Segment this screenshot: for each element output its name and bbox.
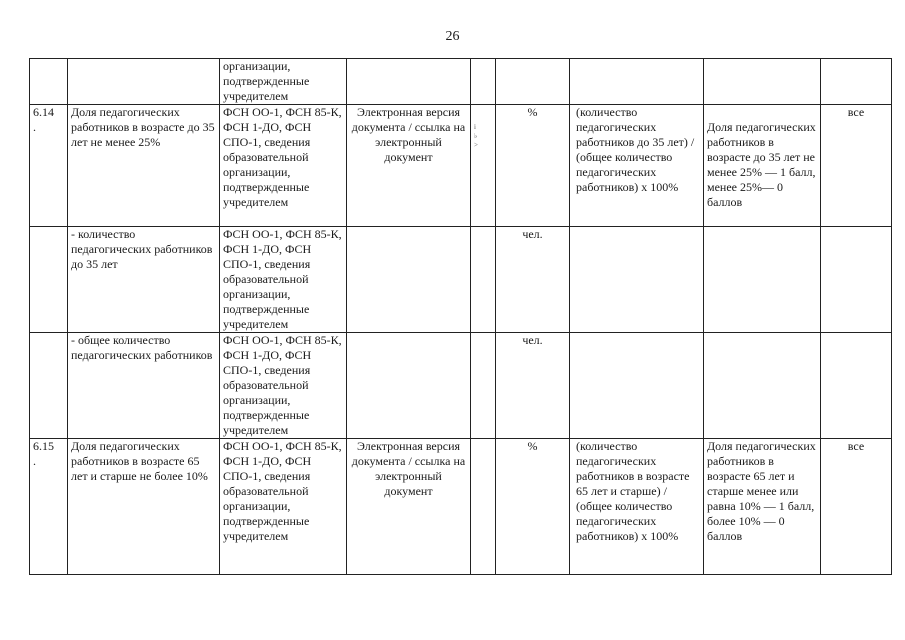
- criteria-table: [29, 58, 892, 575]
- indicator-cell: - общее количество педагогических работников: [68, 333, 220, 439]
- table-row: [30, 227, 892, 333]
- formula-cell: [570, 227, 704, 333]
- table-row: [30, 333, 892, 439]
- mark-cell: [471, 333, 496, 439]
- formula-cell: [570, 333, 704, 439]
- row-number: 6.15 .: [30, 439, 68, 575]
- indicator-cell: - количество педагогических работников до 35 лет: [68, 227, 220, 333]
- mark-cell: [471, 59, 496, 105]
- row-number: 6.14 .: [30, 105, 68, 227]
- source-cell: ФСН ОО-1, ФСН 85-К, ФСН 1-ДО, ФСН СПО-1, сведения образовательной организации, подтвержденные учредителем: [220, 333, 347, 439]
- unit-cell: чел.: [496, 333, 570, 439]
- scope-cell: [821, 333, 892, 439]
- scope-cell: [821, 59, 892, 105]
- source-cell: ФСН ОО-1, ФСН 85-К, ФСН 1-ДО, ФСН СПО-1, сведения образовательной организации, подтвержденные учредителем: [220, 227, 347, 333]
- row-number: [30, 333, 68, 439]
- form-cell: [347, 333, 471, 439]
- formula-cell: (количество педагогических работников до 35 лет) / (общее количество педагогических работников) х 100%: [570, 105, 704, 227]
- unit-cell: %: [496, 105, 570, 227]
- scoring-cell: [704, 105, 821, 227]
- mark-cell: [471, 439, 496, 575]
- unit-cell: чел.: [496, 227, 570, 333]
- unit-cell: [496, 59, 570, 105]
- formula-cell: [570, 59, 704, 105]
- indicator-cell: Доля педагогических работников в возрасте до 35 лет не менее 25%: [68, 105, 220, 227]
- source-cell: ФСН ОО-1, ФСН 85-К, ФСН 1-ДО, ФСН СПО-1, сведения образовательной организации, подтвержденные учредителем: [220, 105, 347, 227]
- formula-cell: (количество педагогических работников в возрасте 65 лет и старше) / (общее количество педагогических работников) х 100%: [570, 439, 704, 575]
- indicator-cell: Доля педагогических работников в возрасте 65 лет и старше не более 10%: [68, 439, 220, 575]
- source-cell: организации, подтвержденные учредителем: [220, 59, 347, 105]
- form-cell: [347, 227, 471, 333]
- source-cell: ФСН ОО-1, ФСН 85-К, ФСН 1-ДО, ФСН СПО-1, сведения образовательной организации, подтвержденные учредителем: [220, 439, 347, 575]
- scoring-text: Доля педагогических работников в возрасте до 35 лет не менее 25% — 1 балл, менее 25%— 0 баллов: [707, 120, 816, 209]
- table-row: [30, 105, 892, 227]
- scope-cell: [821, 227, 892, 333]
- mark-cell: [471, 227, 496, 333]
- indicator-cell: [68, 59, 220, 105]
- table-row: [30, 439, 892, 575]
- scoring-cell: Доля педагогических работников в возрасте 65 лет и старше менее или равна 10% — 1 балл, более 10% — 0 баллов: [704, 439, 821, 575]
- scoring-cell: [704, 227, 821, 333]
- form-cell: [347, 59, 471, 105]
- scope-cell: все: [821, 439, 892, 575]
- row-number: [30, 59, 68, 105]
- row-number: [30, 227, 68, 333]
- mark-cell: і ♭ ˃: [471, 105, 496, 227]
- scope-cell: все: [821, 105, 892, 227]
- form-cell: Электронная версия документа / ссылка на электронный документ: [347, 105, 471, 227]
- unit-cell: %: [496, 439, 570, 575]
- page-number: 26: [445, 29, 460, 44]
- scoring-cell: [704, 333, 821, 439]
- scoring-cell: [704, 59, 821, 105]
- form-cell: Электронная версия документа / ссылка на электронный документ: [347, 439, 471, 575]
- table-row: [30, 59, 892, 105]
